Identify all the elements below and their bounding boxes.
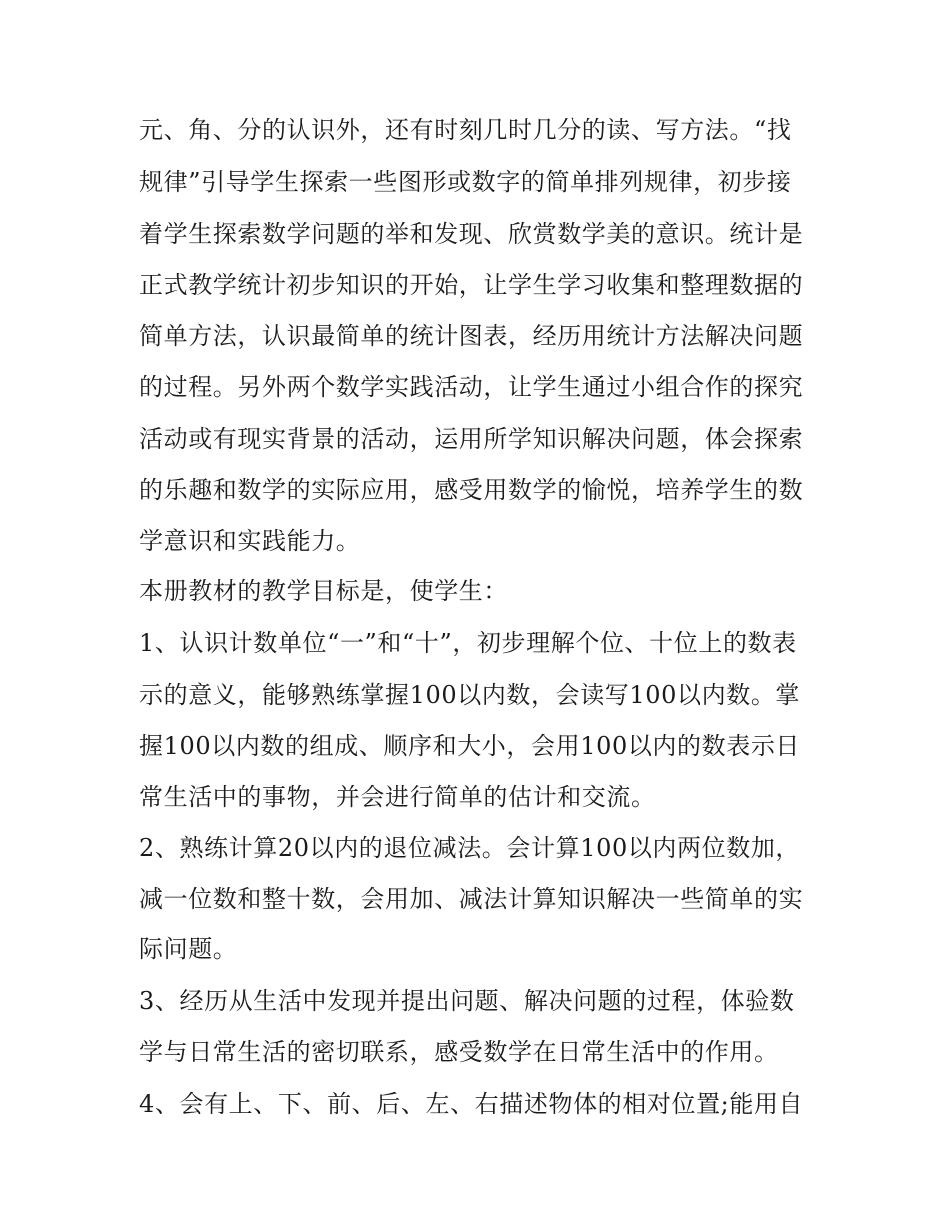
text-line: 际问题。: [139, 935, 238, 963]
text-line: 减一位数和整十数，会用加、减法计算知识解决一些简单的实: [139, 885, 804, 913]
text-line: 握100以内数的组成、顺序和大小，会用100以内的数表示日: [139, 732, 801, 760]
text-line: 学与日常生活的密切联系，感受数学在日常生活中的作用。: [139, 1038, 779, 1066]
list-item: 3、经历从生活中发现并提出问题、解决问题的过程，体验数: [139, 987, 795, 1015]
list-item: 2、熟练计算20以内的退位减法。会计算100以内两位数加，: [139, 834, 801, 862]
text-line: 的乐趣和数学的实际应用，感受用数学的愉悦，培养学生的数: [139, 476, 804, 504]
list-item: 4、会有上、下、前、后、左、右描述物体的相对位置;能用自: [139, 1090, 804, 1118]
text-line: 元、角、分的认识外，还有时刻几时几分的读、写方法。“找: [139, 116, 792, 144]
text-line: 规律”引导学生探索一些图形或数字的简单排列规律，初步接: [139, 168, 792, 196]
text-line: 的过程。另外两个数学实践活动，让学生通过小组合作的探究: [139, 373, 804, 401]
list-item: 1、认识计数单位“一”和“十”，初步理解个位、十位上的数表: [139, 629, 797, 657]
text-line: 示的意义，能够熟练掌握100以内数，会读写100以内数。掌: [139, 681, 801, 709]
text-line: 活动或有现实背景的活动，运用所学知识解决问题，体会探索: [139, 425, 804, 453]
text-line: 简单方法，认识最简单的统计图表，经历用统计方法解决问题: [139, 322, 804, 350]
text-line: 着学生探索数学问题的举和发现、欣赏数学美的意识。统计是: [139, 220, 804, 248]
section-heading: 本册教材的教学目标是，使学生：: [139, 577, 508, 605]
text-line: 学意识和实践能力。: [139, 527, 361, 555]
text-line: 正式教学统计初步知识的开始，让学生学习收集和整理数据的: [139, 271, 804, 299]
text-line: 常生活中的事物，并会进行简单的估计和交流。: [139, 783, 656, 811]
